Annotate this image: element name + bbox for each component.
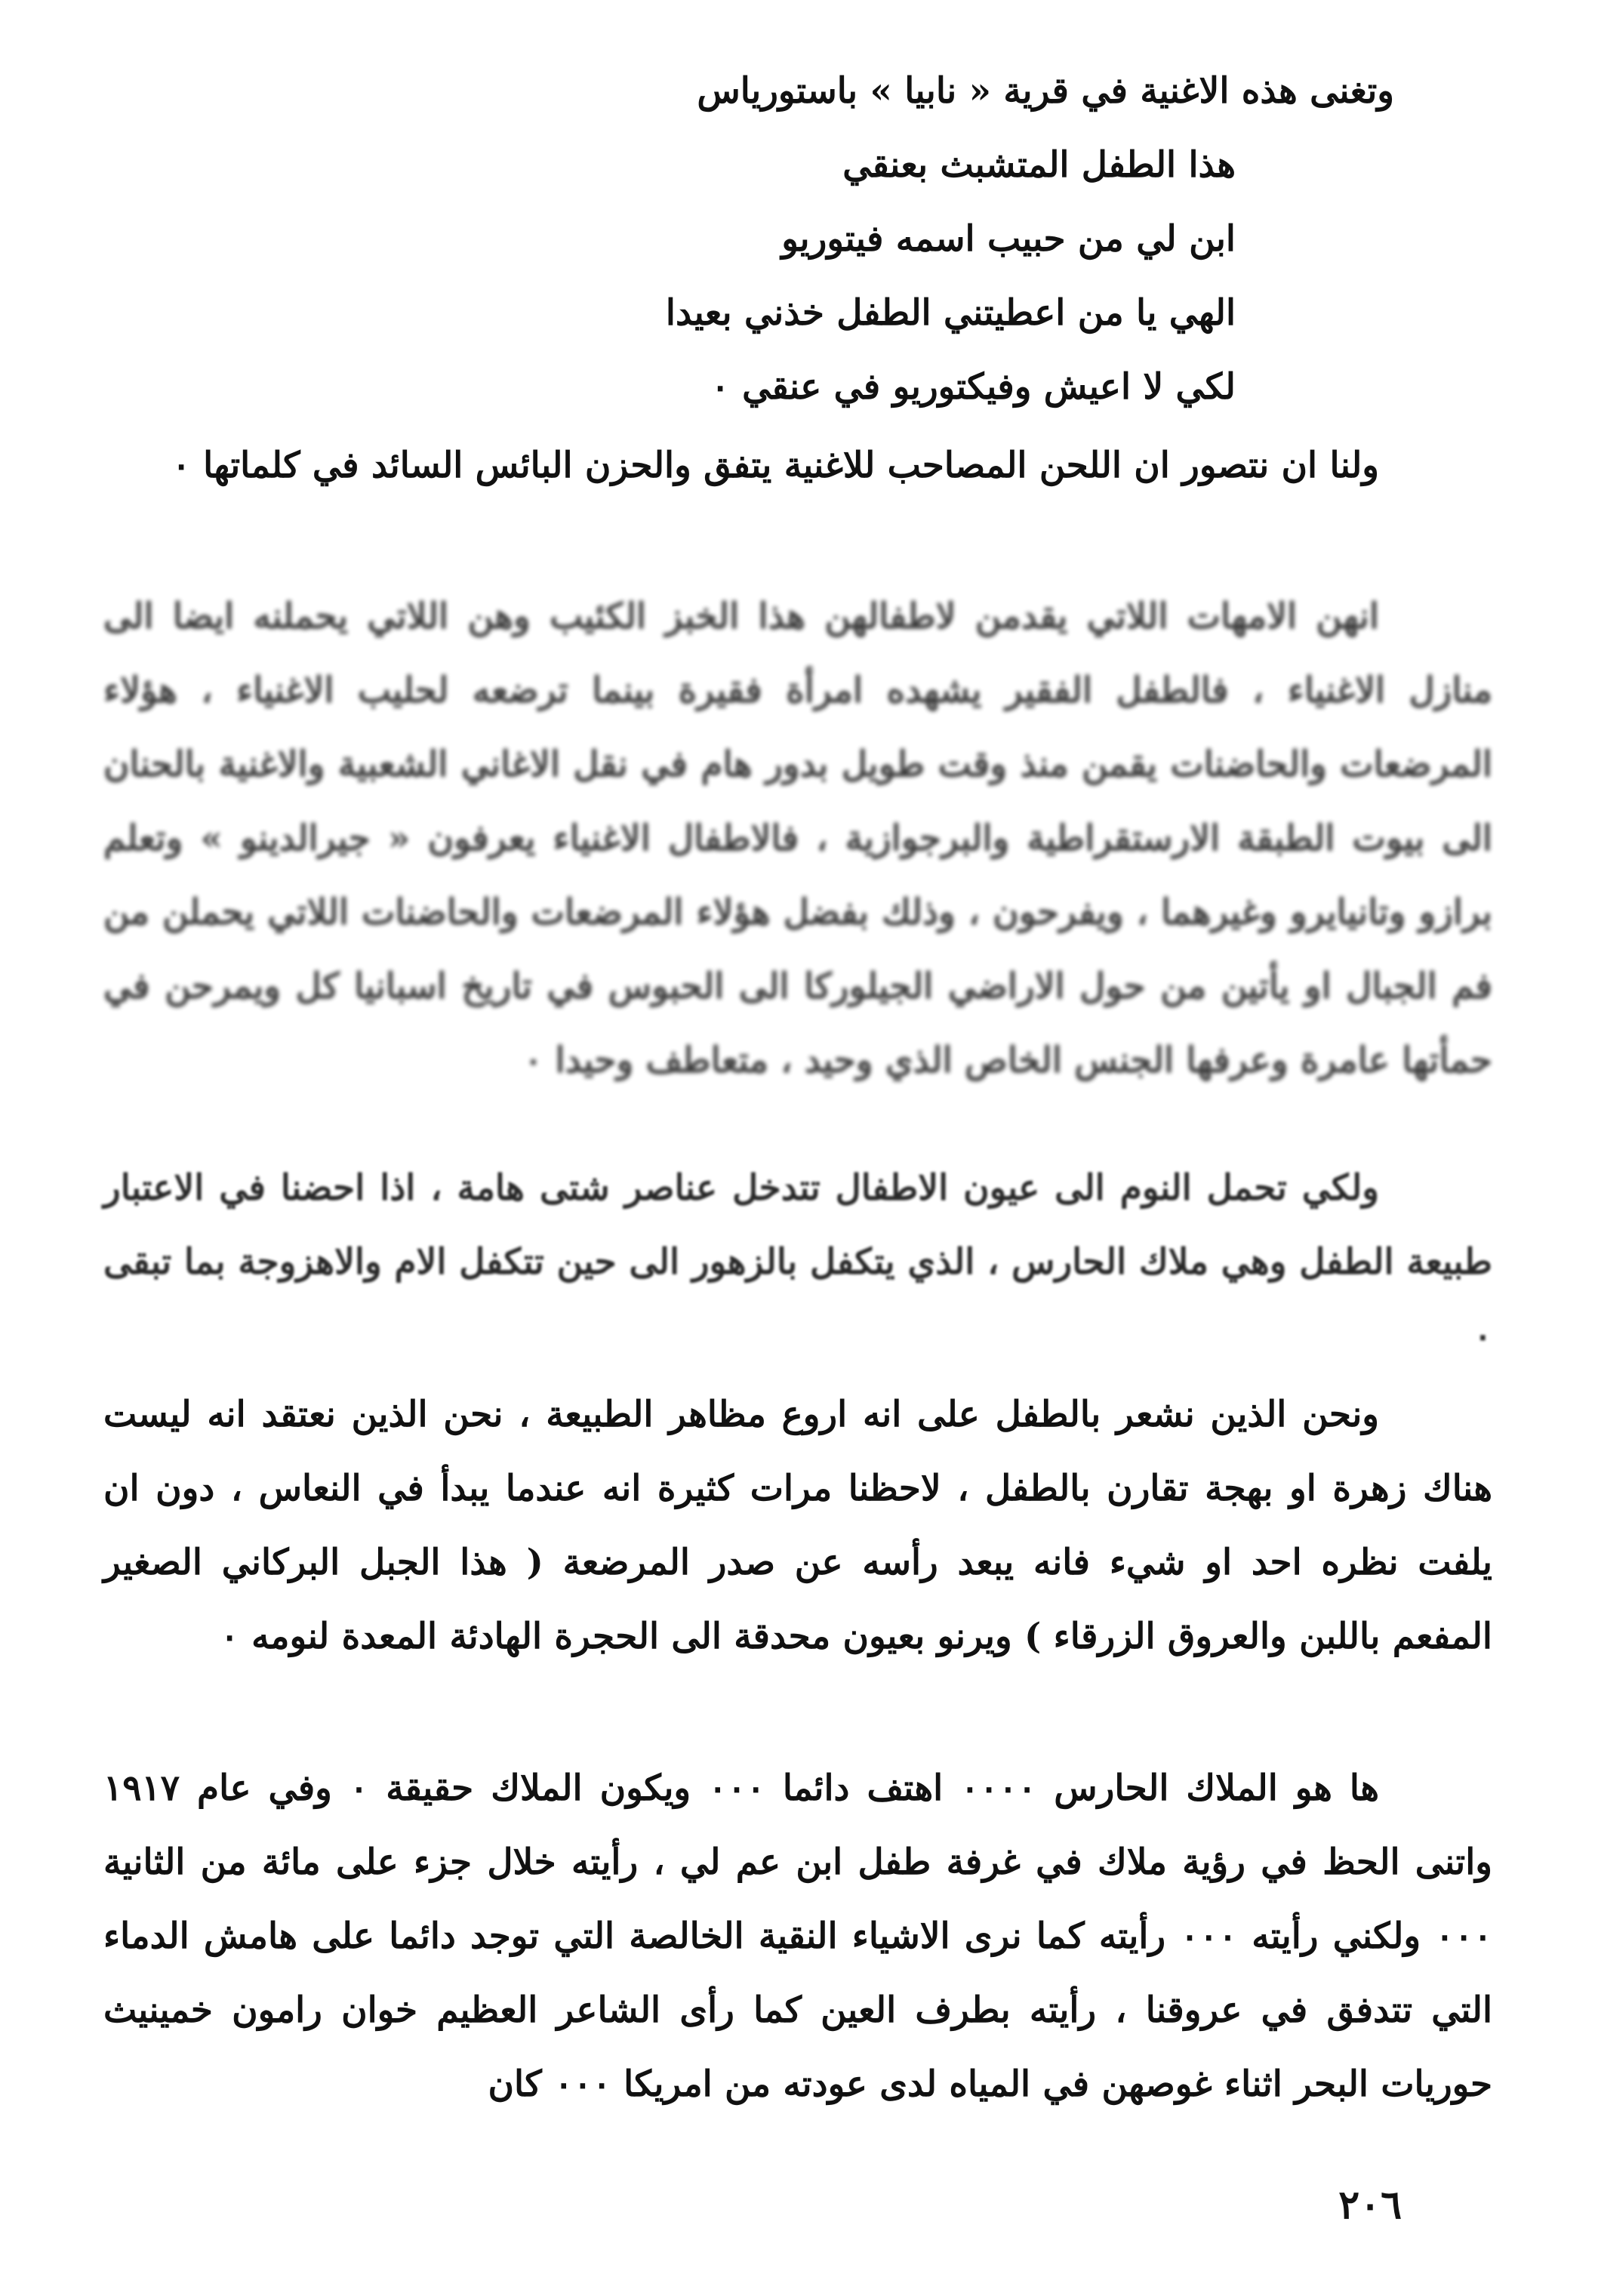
paragraph-text: ولنا ان نتصور ان اللحن المصاحب للاغنية يتفق والحزن البائس السائد في كلماتها ٠ <box>171 445 1379 486</box>
paragraph <box>103 429 1492 503</box>
verse-line: الهي يا من اعطيتني الطفل خذني بعيدا <box>665 292 1236 334</box>
verse-line: ابن لي من حبيب اسمه فيتوريو <box>781 218 1236 260</box>
paragraph-partly-obscured <box>103 1151 1492 1373</box>
page-number: ٢٠٦ <box>1338 2182 1402 2228</box>
paragraph-text: ها هو الملاك الحارس ٠٠٠٠ اهتف دائما ٠٠٠ ويكون الملاك حقيقة ٠ وفي عام ١٩١٧ واتنى الحظ في رؤية ملاك في غرفة طفل ابن عم لي ، رأيته خلال جزء على مائة من الثانية ٠٠٠ ولكني رأيته ٠٠٠ رأيته كما نرى الاشياء النقية الخالصة التي توجد دائما على هامش الدماء التي تتدفق في عروقنا ، رأيته بطرف العين كما رأى الشاعر العظيم خوان رامون خمينيث حوريات البحر اثناء غوصهن في المياه لدى عودته من امريكا ٠٠٠ كان <box>103 1767 1493 2105</box>
paragraph-text: ونحن الذين نشعر بالطفل على انه اروع مظاهر الطبيعة ، نحن الذين نعتقد انه ليست هناك زهرة او بهجة تقارن بالطفل ، لاحظنا مرات كثيرة انه عندما يبدأ في النعاس ، دون ان يلفت نظره احد او شيء فانه يبعد رأسه عن صدر المرضعة ( هذا الجبل البركاني الصغير المفعم باللبن والعروق الزرقاء ) ويرنو بعيون محدقة الى الحجرة الهادئة المعدة لنومه ٠ <box>103 1394 1492 1657</box>
paragraph-obscured <box>103 580 1492 1098</box>
verse-line: لكي لا اعيش وفيكتوريو في عنقي ٠ <box>710 366 1236 408</box>
poem-intro: وتغنى هذه الاغنية في قرية « نابيا » باستورياس <box>697 70 1394 112</box>
paragraph <box>103 1378 1492 1674</box>
paragraph <box>103 1752 1492 2122</box>
verse-line: هذا الطفل المتشبث بعنقي <box>842 144 1236 186</box>
paragraph-text: ولكي تحمل النوم الى عيون الاطفال تتدخل عناصر شتى هامة ، اذا احضنا في الاعتبار طبيعة الطفل وهي ملاك الحارس ، الذي يتكفل بالزهور الى حين تتكفل الام والاهزوجة بما تبقى ٠ <box>103 1167 1492 1357</box>
paragraph-text: انهن الامهات اللاتي يقدمن لاطفالهن هذا الخبز الكئيب وهن اللاتي يحملنه ايضا الى منازل الاغنياء ، فالطفل الفقير يشهده امرأة فقيرة بينما ترضعه لحليب الاغنياء ، هؤلاء المرضعات والحاضنات يقمن منذ وقت طويل بدور هام في نقل الاغاني الشعبية والاغنية بالحنان الى بيوت الطبقة الارستقراطية والبرجوازية ، فالاطفال الاغنياء يعرفون « جيرالدينو » وتعلم برازو وتانيايرو وغيرهما ، ويفرحون ، وذلك بفضل هؤلاء المرضعات والحاضنات اللاتي يحملن من فم الجبال او يأتين من حول الاراضي الجيلوركا الى الحبوس في تاريخ اسبانيا كل ويمرحن في حمأتها عامرة وعرفها الجنس الخاص الذي وحيد ، متعاطف وحيدا ٠ <box>103 596 1493 1081</box>
